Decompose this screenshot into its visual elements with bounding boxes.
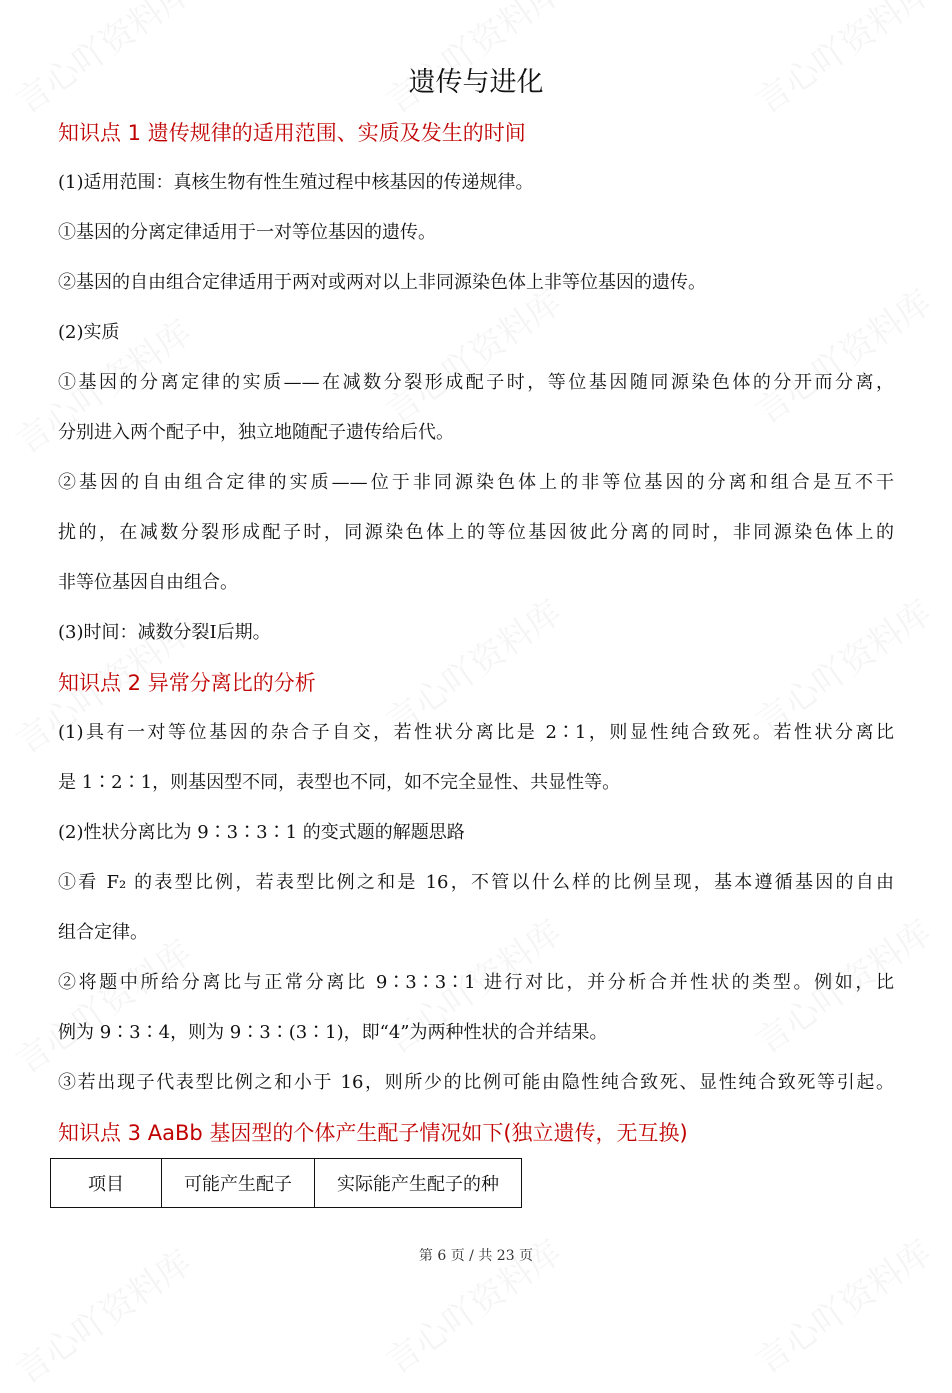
text-line: (2)实质 <box>58 322 120 343</box>
table-header-cell: 可能产生配子 <box>162 1159 315 1208</box>
section-heading-2: 知识点 2 异常分离比的分析 <box>58 671 316 695</box>
table-header-cell: 实际能产生配子的种 <box>315 1159 522 1208</box>
table-header-row <box>51 1159 522 1208</box>
text-line: 例为 9∶3∶4，则为 9∶3∶(3∶1)，即“4”为两种性状的合并结果。 <box>58 1022 608 1043</box>
text-line: ①基因的分离定律适用于一对等位基因的遗传。 <box>58 222 436 243</box>
text-line: 是 1∶2∶1，则基因型不同，表型也不同，如不完全显性、共显性等。 <box>58 772 621 793</box>
gamete-table <box>50 1158 522 1208</box>
page-title: 遗传与进化 <box>408 67 544 98</box>
text-line: 分别进入两个配子中，独立地随配子遗传给后代。 <box>58 422 454 443</box>
text-line: (1)适用范围：真核生物有性生殖过程中核基因的传递规律。 <box>58 172 534 193</box>
text-line: (3)时间：减数分裂Ⅰ后期。 <box>58 622 271 643</box>
document-page <box>0 58 952 1208</box>
text-line: 扰的，在减数分裂形成配子时，同源染色体上的等位基因彼此分离的同时，非同源染色体上的 <box>58 522 894 543</box>
text-line: ②基因的自由组合定律适用于两对或两对以上非同源染色体上非等位基因的遗传。 <box>58 272 706 293</box>
text-line: ②基因的自由组合定律的实质——位于非同源染色体上的非等位基因的分离和组合是互不干 <box>58 472 894 493</box>
text-line: ②将题中所给分离比与正常分离比 9∶3∶3∶1 进行对比，并分析合并性状的类型。例如，比 <box>58 972 894 993</box>
text-line: ①看 F₂ 的表型比例，若表型比例之和是 16，不管以什么样的比例呈现，基本遵循基因的自由 <box>58 872 894 893</box>
text-line: ③若出现子代表型比例之和小于 16，则所少的比例可能由隐性纯合致死、显性纯合致死等引起。 <box>58 1072 894 1093</box>
page-footer: 第 6 页 / 共 23 页 <box>418 1248 534 1264</box>
table-header-cell: 项目 <box>51 1159 162 1208</box>
text-line: ①基因的分离定律的实质——在减数分裂形成配子时，等位基因随同源染色体的分开而分离， <box>58 372 894 393</box>
text-line: 组合定律。 <box>58 922 148 943</box>
section-heading-3: 知识点 3 AaBb 基因型的个体产生配子情况如下(独立遗传，无互换) <box>58 1121 688 1145</box>
text-line: 非等位基因自由组合。 <box>58 572 238 593</box>
text-line: (2)性状分离比为 9∶3∶3∶1 的变式题的解题思路 <box>58 822 465 843</box>
section-heading-1: 知识点 1 遗传规律的适用范围、实质及发生的时间 <box>58 121 526 145</box>
text-line: (1)具有一对等位基因的杂合子自交，若性状分离比是 2∶1，则显性纯合致死。若性状分离比 <box>58 722 894 743</box>
